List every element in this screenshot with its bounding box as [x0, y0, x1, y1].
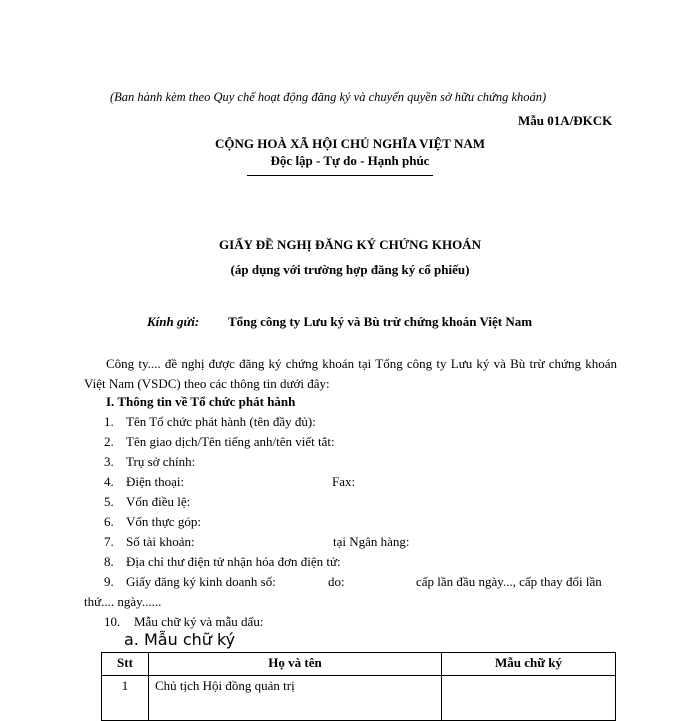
col-signature: Mẫu chữ ký [442, 653, 616, 676]
motto-underline [247, 175, 433, 176]
list-item-extra: Fax: [332, 474, 356, 489]
issued-note: (Ban hành kèm theo Quy chế hoạt động đăng ký và chuyển quyền sở hữu chứng khoán) [110, 90, 547, 104]
list-item-number: 2. [104, 434, 114, 449]
row-stt: 1 [102, 676, 149, 721]
list-item-extra: do: [328, 574, 345, 589]
list-item-label: Giấy đăng ký kinh doanh số: [126, 574, 276, 589]
document-subtitle: (áp dụng với trường hợp đăng ký cổ phiếu) [230, 262, 470, 277]
list-item-label: Tên giao dịch/Tên tiếng anh/tên viết tắt: [126, 434, 335, 449]
intro-paragraph: Công ty.... đề nghị được đăng ký chứng khoán tại Tổng công ty Lưu ký và Bù trừ chứng khoán Việt Nam (VSDC) theo các thông tin dưới đây: [84, 356, 617, 391]
addressee-name: Tổng công ty Lưu ký và Bù trừ chứng khoán Việt Nam [228, 314, 533, 329]
list-item-number: 3. [104, 454, 114, 469]
list-item-number: 9. [104, 574, 114, 589]
list-item-label: Địa chỉ thư điện tử nhận hóa đơn điện tử: [126, 554, 341, 569]
row-signature [442, 676, 616, 721]
list-item [104, 614, 263, 630]
list-item [104, 474, 184, 490]
list-item-extra: tại Ngân hàng: [333, 534, 410, 549]
list-item [104, 574, 276, 590]
col-name: Họ và tên [149, 653, 442, 676]
list-item-number: 5. [104, 494, 114, 509]
list-item-label: Tên Tổ chức phát hành (tên đầy đủ): [126, 414, 316, 429]
list-item-number: 4. [104, 474, 114, 489]
form-code: Mẫu 01A/ĐKCK [518, 113, 613, 128]
signature-sample-heading: a. Mẫu chữ ký [124, 630, 236, 649]
table-header-row [102, 653, 616, 676]
addressee-label: Kính gửi: [147, 314, 200, 329]
list-item-label: Mẫu chữ ký và mẫu dấu: [134, 614, 264, 629]
table-row [102, 676, 616, 721]
signature-table [101, 652, 616, 721]
col-stt: Stt [102, 653, 149, 676]
list-item [104, 554, 341, 570]
list-item-label: Trụ sở chính: [126, 454, 196, 469]
list-item [104, 454, 195, 470]
row-name: Chủ tịch Hội đồng quản trị [149, 676, 442, 721]
list-item [104, 434, 335, 450]
list-item-continuation: thứ.... ngày...... [84, 594, 162, 609]
list-item-number: 10. [104, 614, 121, 629]
section-heading: I. Thông tin về Tổ chức phát hành [106, 394, 296, 409]
list-item-label: Vốn điều lệ: [126, 494, 191, 509]
list-item-label: Vốn thực góp: [126, 514, 201, 529]
list-item [104, 534, 195, 550]
republic-heading: CỘNG HOÀ XÃ HỘI CHỦ NGHĨA VIỆT NAM [214, 136, 486, 151]
list-item-number: 7. [104, 534, 114, 549]
list-item [104, 514, 201, 530]
list-item-number: 1. [104, 414, 114, 429]
list-item-label: Số tài khoản: [126, 534, 195, 549]
list-item-label: Điện thoại: [126, 474, 185, 489]
list-item-number: 6. [104, 514, 114, 529]
list-item [104, 494, 190, 510]
motto: Độc lập - Tự do - Hạnh phúc [270, 153, 430, 168]
list-item [104, 414, 316, 430]
document-title: GIẤY ĐỀ NGHỊ ĐĂNG KÝ CHỨNG KHOÁN [219, 237, 481, 252]
list-item-number: 8. [104, 554, 114, 569]
list-item-extra-2: cấp lần đầu ngày..., cấp thay đổi lần [416, 574, 602, 589]
